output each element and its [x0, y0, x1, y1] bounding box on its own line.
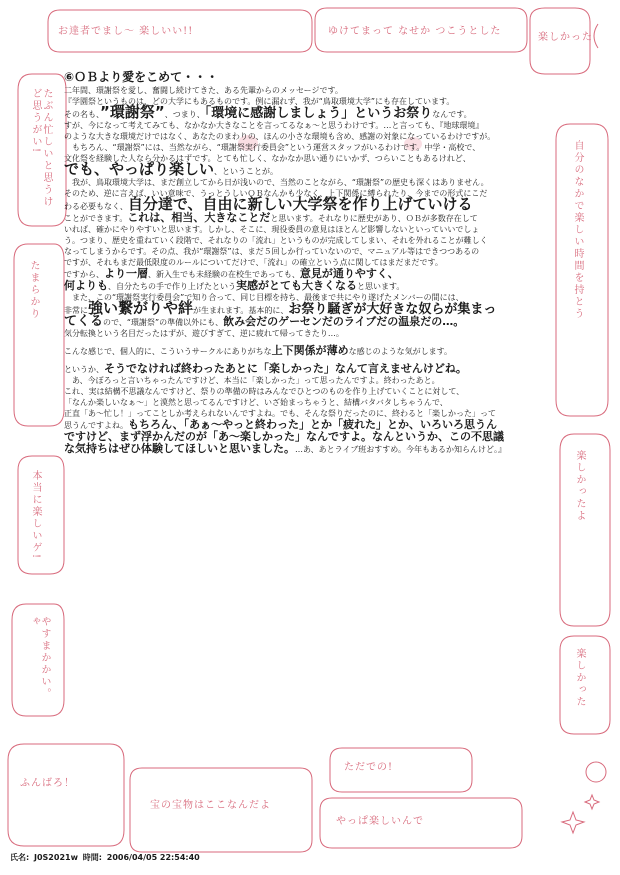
bracket-doodle — [594, 24, 598, 48]
name-value: J0S2021w — [34, 853, 78, 862]
body-text: 、つまり、 — [164, 110, 205, 119]
doodle-note: 本当に楽しいゲ! — [30, 470, 41, 561]
body-text: と思います。 — [357, 282, 405, 291]
emphasis-text: 強い繋がりや絆 — [88, 299, 194, 317]
article-line — [64, 443, 552, 455]
body-text: のような大きな環境だけではなく、あなたのまわりの、ほんの小さな環境も含め、感謝の対象になっているわけですが。 — [64, 132, 496, 141]
body-text: こんな感じで、個人的に、こういうサークルにありがちな — [64, 347, 272, 356]
article-line — [64, 363, 552, 375]
article-line — [64, 386, 552, 397]
article-line — [64, 246, 552, 257]
doodle-note: ゆけてまって なせか つこうとした — [328, 26, 502, 37]
article-line — [64, 224, 552, 235]
emphasis-text: 意見が通りやすく、 — [299, 267, 399, 280]
body-text: 二年間、環謝祭を愛し、奮闘し続けてきた、ある先輩からのメッセージです。 — [64, 86, 343, 95]
doodle-note: 楽しかった — [538, 32, 593, 43]
body-text: 思うんですよね。 — [64, 421, 128, 430]
emphasis-text: 自分達で、自由に新しい大学祭を作り上げていける — [127, 195, 473, 213]
body-text: なってしまうからです。その点、我が“環謝祭”は、まだ５回しか行っていないので、マニュアル等はできつつあるの — [64, 247, 480, 256]
emphasis-text: これは、相当、大きなことだ — [127, 211, 271, 224]
article-line — [64, 328, 552, 339]
speech-bubble — [560, 636, 610, 734]
body-text: う。つまり、歴史を重ねていく段階で、それなりの「流れ」というものが完成してしまい、それを外れることが難しく — [64, 236, 488, 245]
body-text: ですが、それもまだ最低限度のルールについてだけで、「流れ」の確立という点に関してはまだまだです。 — [64, 258, 443, 267]
body-text: 正直「あ〜忙し！」ってことしか考えられないんですよね。でも、そんな祭りだったのに、終わると「楽しかった」って — [64, 409, 496, 418]
doodle-note: ただでの! — [344, 762, 394, 773]
article-line — [64, 316, 552, 328]
speech-bubble — [14, 244, 64, 426]
body-text: ので、“環謝祭”の準備以外にも、 — [103, 318, 224, 327]
body-text: なんです。 — [432, 110, 472, 119]
emphasis-text: な気持ちはぜひ体験してほしいと思いました。 — [64, 442, 295, 455]
emphasis-text: お祭り騒ぎが大好きな奴らが集まっ — [288, 302, 497, 317]
emphasis-text: 何よりも — [64, 279, 108, 292]
article-line — [64, 177, 552, 188]
body-text: ことができます。 — [64, 214, 128, 223]
article-line — [64, 142, 552, 153]
body-text: すが、今になって考えてみても、なかなか大きなことを言ってるなぁ〜と思うわけです。…と言っても、『地球環境』 — [64, 121, 484, 130]
body-text: いれば、確かにやりやすいと思います。しかし、そこに、現役委員の意見はほとんど影響しないといっていいでしょ — [64, 225, 480, 234]
face-doodle — [586, 762, 606, 782]
body-text: 、ということが。 — [214, 167, 279, 176]
body-text: が生まれます。基本的に、 — [193, 306, 289, 315]
article-line — [64, 131, 552, 142]
article-line — [64, 160, 552, 178]
article-title: ⑥ＯＢより愛をこめて・・・ — [64, 70, 219, 84]
body-text: ですから、 — [64, 270, 104, 279]
doodle-note: やすまかかい。ゃ — [28, 616, 50, 700]
doodle-note: 楽しかったよ — [574, 450, 585, 522]
body-text: と思います。それなりに歴史があり、ＯＢが多数存在して — [270, 214, 478, 223]
emphasis-text: あ、今ぼろっと言いちゃったんですけど、本当に「楽しかった」って思ったんですよ。終わったあと。 — [72, 376, 440, 385]
emphasis-text: 我が、鳥取環境大学は、まだ創立してから日が浅いので、当然のことながら、“環謝祭”の歴史も深くはありません。 — [72, 178, 489, 187]
name-label: 氏名: — [10, 853, 30, 862]
body-text: その名も、 — [64, 110, 100, 119]
body-text: な感じのような気がします。 — [348, 347, 452, 356]
article-line — [64, 120, 552, 131]
body-text: …あ、あとライブ班おすすめ。今年もあるか知らんけど。』 — [295, 445, 506, 454]
doodle-note: 自分のなかで楽しい時間を持とう — [572, 140, 583, 320]
doodle-note: やっぱ楽しいんで — [336, 816, 424, 827]
body-text: そのため、逆に言えば、いい意味で、うっとうしいＯＢなんかも少なく、上下関係に縛られたり、今までの形式にこだ — [64, 189, 488, 198]
doodle-note: ふんばろ！ — [20, 778, 75, 789]
emphasis-text: ”環謝祭” — [100, 103, 165, 121]
doodle-note: たまらかり — [28, 260, 39, 320]
body-text: 、自分たちの手で作り上げたという — [108, 282, 236, 291]
emphasis-text: てくる — [64, 314, 104, 329]
body-text: わる必要もなく、 — [64, 202, 128, 211]
body-text: 、新入生でも未経験の在校生であっても、 — [148, 270, 300, 279]
body-text: 「なんか楽しいなぁ〜」と漠然と思ってるんですけど、いざ始まっちゃうと、結構バタバタしちゃうんで、 — [64, 398, 448, 407]
article-line — [64, 280, 552, 292]
article-line — [64, 212, 552, 224]
body-text: 『学園祭というものは、どの大学にもあるものです。例に漏れず、我が“鳥取環境大学”にも存在しています。 — [64, 97, 455, 106]
emphasis-text: でも、やっぱり楽しい — [64, 160, 215, 178]
article-line — [64, 85, 552, 96]
footer-meta — [10, 852, 202, 863]
emphasis-text: ですけど、まず浮かんだのが「あ〜楽しかった」なんですよ。なんというか、この不思議 — [64, 430, 504, 443]
emphasis-text: より一層 — [104, 267, 148, 280]
time-label: 時間: — [82, 853, 102, 862]
speech-bubble — [560, 434, 610, 626]
article-line — [64, 235, 552, 246]
speech-bubble — [8, 744, 124, 846]
star-doodle — [562, 812, 584, 833]
emphasis-text: 上下関係が薄め — [271, 344, 349, 357]
emphasis-text: また、この“環謝祭実行委員会”で知り合って、同じ目標を持ち、最後まで共にやり遂げたメンバーの間には、 — [72, 293, 464, 302]
emphasis-text: もちろん、“環謝祭”には、当然ながら、“環謝祭実行委員会”という運営スタッフがいるわけです。中学・高校で、 — [72, 143, 481, 152]
body-text: というか、 — [64, 365, 104, 374]
article-line — [64, 397, 552, 408]
emphasis-text: もちろん、「あぁ〜やっと終わった」とか「疲れた」とか、いろいろ思うん — [128, 418, 497, 431]
article-line — [64, 375, 552, 386]
emphasis-text: 「環境に感謝しましょう」というお祭り — [204, 106, 433, 121]
doodle-note: 楽しかった — [574, 648, 585, 708]
article-line — [64, 103, 552, 121]
doodle-note: お達者でまし〜 楽しいい!! — [58, 26, 194, 37]
emphasis-text: そうでなければ終わったあとに「楽しかった」なんて言えませんけどね。 — [104, 362, 467, 375]
body-text: 文化祭を経験した人なら分かるはずです。とても忙しく、なかなか思い通りにいかず、つらいこともあるけれど、 — [64, 154, 471, 163]
body-text: これ、実は結構不思議なんですけど、祭りの準備の時はみんなでひとつのものを作り上げていくことに対して、 — [64, 387, 465, 396]
article-line — [64, 345, 552, 357]
star-doodle — [585, 795, 599, 809]
speech-bubble — [18, 456, 64, 574]
article-body — [64, 72, 552, 455]
emphasis-text: 実感がとても大きくなる — [236, 279, 357, 292]
emphasis-text: 飲み会だのゲーセンだのライブだの温泉だの…。 — [223, 315, 465, 328]
body-text: 気分転換という名目だったはずが、遊びすぎて、逆に疲れて帰ってきたり…。 — [64, 329, 344, 338]
body-text: 非常に — [64, 306, 88, 315]
doodle-note: たぶん忙しいと思うけど思うがい! — [30, 88, 52, 208]
time-value: 2006/04/05 22:54:40 — [106, 853, 200, 862]
doodle-note: 宝の宝物はここなんだよ — [150, 800, 271, 811]
